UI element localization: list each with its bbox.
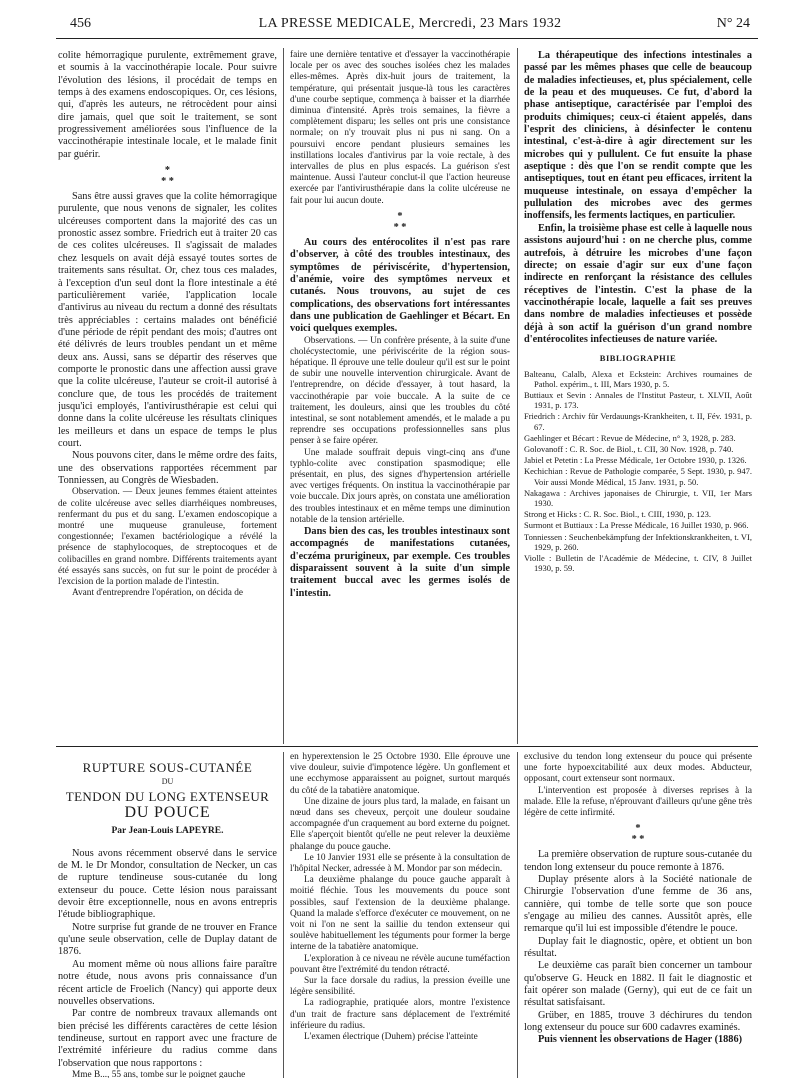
article-author: Par Jean-Louis LAPEYRE. bbox=[111, 826, 224, 837]
bibliography-entry: Friedrich : Archiv für Verdauungs-Krankheiten, t. II, Fév. 1931, p. 67. bbox=[524, 411, 752, 432]
article-title-block bbox=[58, 762, 277, 838]
paragraph: Enfin, la troisième phase est celle à laquelle nous assistons aujourd'hui : on ne cherche plus, comme autrefois, à détruire les microbes d'une façon directe; on essaie d'agir sur eux d'une façon indirecte en renforçant la résistance des cellules réceptives de l'intestin. C'est la phase de la vaccinothérapie locale, laquelle a fait ses preuves dans nombre de maladies infectieuses et possède déjà à son actif la guérison d'un grand nombre d'entérocolites infectieuses de nature variée. bbox=[524, 222, 752, 345]
bibliography-entry: Tonniessen : Seuchenbekämpfung der Infektionskrankheiten, t. VI, 1929, p. 260. bbox=[524, 531, 752, 552]
section-separator: * * * bbox=[631, 823, 645, 846]
top-column-2 bbox=[290, 50, 510, 742]
paragraph: colite hémorragique purulente, extrêmement grave, et soumis à la vaccinothérapie locale. Pour suivre l'évolution des lésions, il procédait de temps en temps à des examens endoscopiques. Or, ces lésions, qui, d'après les auteurs, ne rétrocèdent pour ainsi dire jamais, quel que soit le traitement, se sont progressivement améliorées sous l'influence de la vaccinothérapie intestinale locale, et le malade finit par guérir. bbox=[58, 50, 277, 160]
bibliography-entry: Gaehlinger et Bécart : Revue de Médecine, n° 3, 1928, p. 283. bbox=[524, 432, 736, 443]
page-number: 456 bbox=[70, 16, 91, 31]
bibliography-entry: Kechichian : Revue de Pathologie comparée, 5 Sept. 1930, p. 947. Voir aussi Monde Médical, 15 Janv. 1931, p. 50. bbox=[524, 466, 752, 487]
paragraph: L'examen électrique (Duhem) précise l'atteinte bbox=[304, 1032, 478, 1043]
paragraph: Une malade souffrait depuis vingt-cinq ans d'une typhlo-colite avec constipation spasmodique; elle présentait, en plus, des signes d'hypertension artérielle avec vertiges fréquents. On institua la vaccinothérapie par voie buccale. Dix jours après, on constata une amélioration des troubles intestinaux et en même temps une diminution notable de la tension artérielle. bbox=[290, 447, 510, 525]
bibliography-entry: Buttiaux et Sevin : Annales de l'Institut Pasteur, t. XLVII, Août 1931, p. 173. bbox=[524, 390, 752, 411]
paragraph: La thérapeutique des infections intestinales a passé par les mêmes phases que celle de beaucoup de maladies infectieuses, et, plus spécialement, celle de la peau et des muqueuses. Ce fut, d'abord la phase antiseptique, caractérisée par l'emploi des produits chimiques; ceux-ci étaient appelés, dans l'esprit des cliniciens, à désinfecter le contenu intestinal, c'est-à-dire à agir directement sur les microbes qui y pullulent. Ce fut ensuite la phase aseptique : dès que l'on se rendit compte que les antiseptiques, tout en étant peu efficaces, irritent la muqueuse intestinale, on essaya d'empêcher la pullulation des microbes avec des germes inoffensifs, les ferments lactiques, en particulier. bbox=[524, 50, 752, 222]
bibliography-entry: Jabiel et Petetin : La Presse Médicale, 1er Octobre 1930, p. 1326. bbox=[524, 455, 747, 466]
paragraph: Duplay fait le diagnostic, opère, et obtient un bon résultat. bbox=[524, 935, 752, 959]
article-column-1 bbox=[58, 752, 277, 1078]
paragraph: Observation. — Deux jeunes femmes étaient atteintes de colite ulcéreuse avec selles diarrhéiques nombreuses, renfermant du pus et du sang. L'examen endoscopique a montré une muqueuse granuleuse, fortement congestionnée; l'examen bactériologique a révélé la présence de staphylocoques, de streptocoques et de colibacilles en grand nombre. Différents traitements ayant été essayés sans succès, on fut sur le point de procéder à l'excision de la portion malade de l'intestin. bbox=[58, 487, 277, 587]
paragraph: Une dizaine de jours plus tard, la malade, en faisant un nœud dans ses cheveux, perçoit une douleur soudaine accompagnée d'un craquement au bord externe du poignet. Elle s'aperçoit bientôt qu'elle ne peut relever la deuxième phalange du pouce gauche. bbox=[290, 796, 510, 852]
section-separator: * * * bbox=[393, 210, 407, 233]
bibliography-entry: Strong et Hicks : C. R. Soc. Biol., t. CIII, 1930, p. 123. bbox=[524, 509, 711, 520]
article-column-3 bbox=[524, 752, 752, 1078]
section-rule bbox=[56, 746, 758, 747]
header-rule bbox=[56, 38, 758, 39]
paragraph: Avant d'entreprendre l'opération, on décida de bbox=[72, 588, 243, 599]
paragraph: Nous pouvons citer, dans le même ordre des faits, une des observations rapportées récemment par Tonniessen, au Congrès de Wiesbaden. bbox=[58, 450, 277, 486]
article-title-line: RUPTURE SOUS-CUTANÉE bbox=[82, 760, 253, 775]
article-title-line: TENDON DU LONG EXTENSEUR bbox=[65, 788, 270, 804]
paragraph: Sur la face dorsale du radius, la pression éveille une légère sensibilité. bbox=[290, 976, 510, 998]
article-body bbox=[58, 848, 277, 1078]
bibliography-entry: Golovanoff : C. R. Soc. de Biol., t. CII, 30 Nov. 1928, p. 740. bbox=[524, 444, 734, 455]
bibliography-entry: Nakagawa : Archives japonaises de Chirurgie, t. VII, 1er Mars 1930. bbox=[524, 487, 752, 509]
bibliography-list bbox=[524, 369, 752, 574]
paragraph: La première observation de rupture sous-cutanée du tendon long extenseur du pouce remonte à 1876. bbox=[524, 849, 752, 873]
paragraph: exclusive du tendon long extenseur du pouce qui présente une forte hypoexcitabilité aux deux modes. Abducteur, opposant, court extenseur sont normaux. bbox=[524, 752, 752, 785]
paragraph: Observations. — Un confrère présente, à la suite d'une cholécystectomie, une périviscérite de la région sous-hépatique. Il éprouve une telle douleur qu'il est sur le point de subir une nouvelle intervention chirurgicale. Avant de l'entreprendre, on décide d'essayer, à tout hasard, la vaccinothérapie par voie buccale. A la suite de ce traitement, les douleurs, ainsi que les troubles du côté intestinal, se sont notablement amendés, et le malade a pu reprendre ses occupations professionnelles sans plus penser à se faire opérer. bbox=[290, 335, 510, 447]
bibliography-heading: BIBLIOGRAPHIE bbox=[599, 353, 677, 364]
paragraph: faire une dernière tentative et d'essayer la vaccinothérapie locale per os avec des souches isolées chez les malades elles-mêmes. Après dix-huit jours de traitement, la température, qui présentait jusque-là tous les caractères d'une courbe septique, commença à baisser et la diarrhée diminua d'intensité. Après trois semaines, la fièvre a complètement disparu; les selles ont pris une consistance normale; on n'y trouvait plus ni pus ni sang. On a poursuivi encore pendant plusieurs semaines les instillations locales d'antivirus par la voie rectale, à des intervalles de plus en plus espacés. La guérison s'est maintenue. Aussi l'auteur conclut-il que l'action heureuse exercée par l'antivirusthérapie dans la colite ulcéreuse ne fait pour lui aucun doute. bbox=[290, 50, 510, 206]
paragraph: Notre surprise fut grande de ne trouver en France qu'une seule observation, celle de Duplay datant de 1876. bbox=[58, 921, 277, 958]
bibliography-entry: Violle : Bulletin de l'Académie de Médecine, t. CIV, 8 Juillet 1930, p. 59. bbox=[524, 553, 752, 574]
journal-title: LA PRESSE MEDICALE, Mercredi, 23 Mars 1932 bbox=[258, 16, 562, 31]
paragraph: Au moment même où nous allions faire paraître notre étude, nous avons pris connaissance d'un récent article de Froelich (Nancy) qui apporte deux nouvelles observations. bbox=[58, 958, 277, 1007]
article-title-line: DU bbox=[161, 777, 174, 787]
issue-number: N° 24 bbox=[716, 16, 750, 31]
paragraph: Grüber, en 1885, trouve 3 déchirures du tendon long extenseur du pouce sur 600 cadavres examinés. bbox=[524, 1009, 752, 1034]
paragraph: Mme B..., 55 ans, tombe sur le poignet gauche bbox=[72, 1069, 246, 1078]
paragraph: L'intervention est proposée à diverses reprises à la malade. Elle la refuse, n'éprouvant d'ailleurs qu'une gêne très légère de cette infirmité. bbox=[524, 785, 752, 819]
bibliography-entry: Balteanu, Calalb, Alexa et Eckstein: Archives roumaines de Pathol. expérim., t. III, Mars 1930, p. 5. bbox=[524, 368, 752, 389]
page-header bbox=[70, 16, 750, 36]
paragraph: Le 10 Janvier 1931 elle se présente à la consultation de l'hôpital Necker, adressée à M. Mondor par son médecin. bbox=[290, 852, 510, 875]
paragraph: Duplay présente alors à la Société nationale de Chirurgie l'observation d'une femme de 36 ans, cannière, qui tombe de telle sorte que son pouce s'engage au milieu des cannes. Aussitôt après, elle remarque qu'il lui est impossible d'étendre le pouce. bbox=[524, 873, 752, 935]
paragraph: Dans bien des cas, les troubles intestinaux sont accompagnés de manifestations cutanées, d'eczéma prurigineux, par exemple. Ces troubles disparaissent souvent à la suite d'un simple traitement buccal avec les germes isolés de l'intestin. bbox=[290, 526, 510, 599]
top-column-1 bbox=[58, 50, 277, 742]
section-separator: * * * bbox=[161, 165, 174, 188]
paragraph: en hyperextension le 25 Octobre 1930. Elle éprouve une vive douleur, suivie d'impotence légère. Un gonflement et une ecchymose apparaissent au poignet, surtout marqués du côté de la tabatière anatomique. bbox=[290, 752, 510, 796]
column-divider bbox=[283, 48, 284, 744]
column-divider bbox=[517, 48, 518, 744]
article-column-2 bbox=[290, 752, 510, 1078]
paragraph: La deuxième phalange du pouce gauche apparaît à moitié fléchie. Tous les mouvements du pouce sont possibles, sauf l'extension de la deuxième phalange. Quand la malade s'efforce d'exécuter ce mouvement, on ne voit ni l'on ne sent la saillie du tendon extenseur qui soulève habituellement les téguments pour former la berge interne de la tabatière anatomique. bbox=[290, 875, 510, 953]
top-column-3 bbox=[524, 50, 752, 742]
article-title-line: DU POUCE bbox=[124, 804, 211, 822]
paragraph: Puis viennent les observations de Hager (1886) bbox=[538, 1034, 743, 1046]
bibliography-entry: Surmont et Buttiaux : La Presse Médicale, 16 Juillet 1930, p. 966. bbox=[524, 520, 749, 531]
paragraph: Le deuxième cas paraît bien concerner un tambour qu'observe G. Heuck en 1882. Il fait le diagnostic et fait opérer son malade (Gerny), qui eut de ce fait un résultat satisfaisant. bbox=[524, 960, 752, 1009]
paragraph: La radiographie, pratiquée alors, montre l'existence d'un trait de fracture sans déplacement de l'extrémité inférieure du radius. bbox=[290, 998, 510, 1031]
paragraph: Sans être aussi graves que la colite hémorragique purulente, que nous venons de signaler, les colites ulcéreuses comportent dans la majorité des cas un pronostic assez sombre. Friedrich eut à traiter 20 cas de ces colites ulcéreuses. Il s'agissait de malades chez lesquels on avait déjà essayé toutes sortes de traitements sans résultat. Or, chez tous ces malades, à l'exception d'un seul dont la flore intestinale a été particulièrement variée, l'application locale d'antivirus au niveau du rectum a donné des résultats très appréciables : certains malades ont bénéficié d'une période de répit pendant des mois; d'autres ont été délivrés de leurs troubles pendant un et même deux ans. Aussi, sans se départir des réserves que comporte le pronostic dans une affection aussi grave que la colite ulcéreuse, l'auteur se croit-il autorisé à conclure que, de tous les procédés de traitement jusqu'ici employés, l'antivirusthérapie est celui qui donne dans la colite ulcéreuse les résultats cliniques les meilleurs et dans un espace de temps le plus court. bbox=[58, 191, 277, 449]
paragraph: Au cours des entérocolites il n'est pas rare d'observer, à côté des troubles intestinaux, des symptômes de périviscérite, d'hypertension, d'anémie, voire des symptômes nerveux et cutanés. Nous trouvons, au sujet de ces complications, des observations fort intéressantes dans une publication de Gaehlinger et Bécart. En voici quelques exemples. bbox=[290, 236, 510, 335]
paragraph: Par contre de nombreux travaux allemands ont bien précisé les différents caractères de cette lésion tendineuse, surtout en rapport avec une fracture de l'extrémité inférieure du radius comme dans l'observation que nous rapportons : bbox=[58, 1008, 277, 1069]
paragraph: Nous avons récemment observé dans le service de M. le Dr Mondor, consultation de Necker, un cas de rupture tendineuse sous-cutanée du long extenseur du pouce. Cette lésion nous paraissant devoir être exceptionnelle, nous en avons entrepris l'étude bibliographique. bbox=[58, 847, 277, 921]
column-divider bbox=[283, 752, 284, 1078]
column-divider bbox=[517, 752, 518, 1078]
paragraph: L'exploration à ce niveau ne révèle aucune tuméfaction pouvant être l'extrémité du tendon rétracté. bbox=[290, 953, 510, 975]
